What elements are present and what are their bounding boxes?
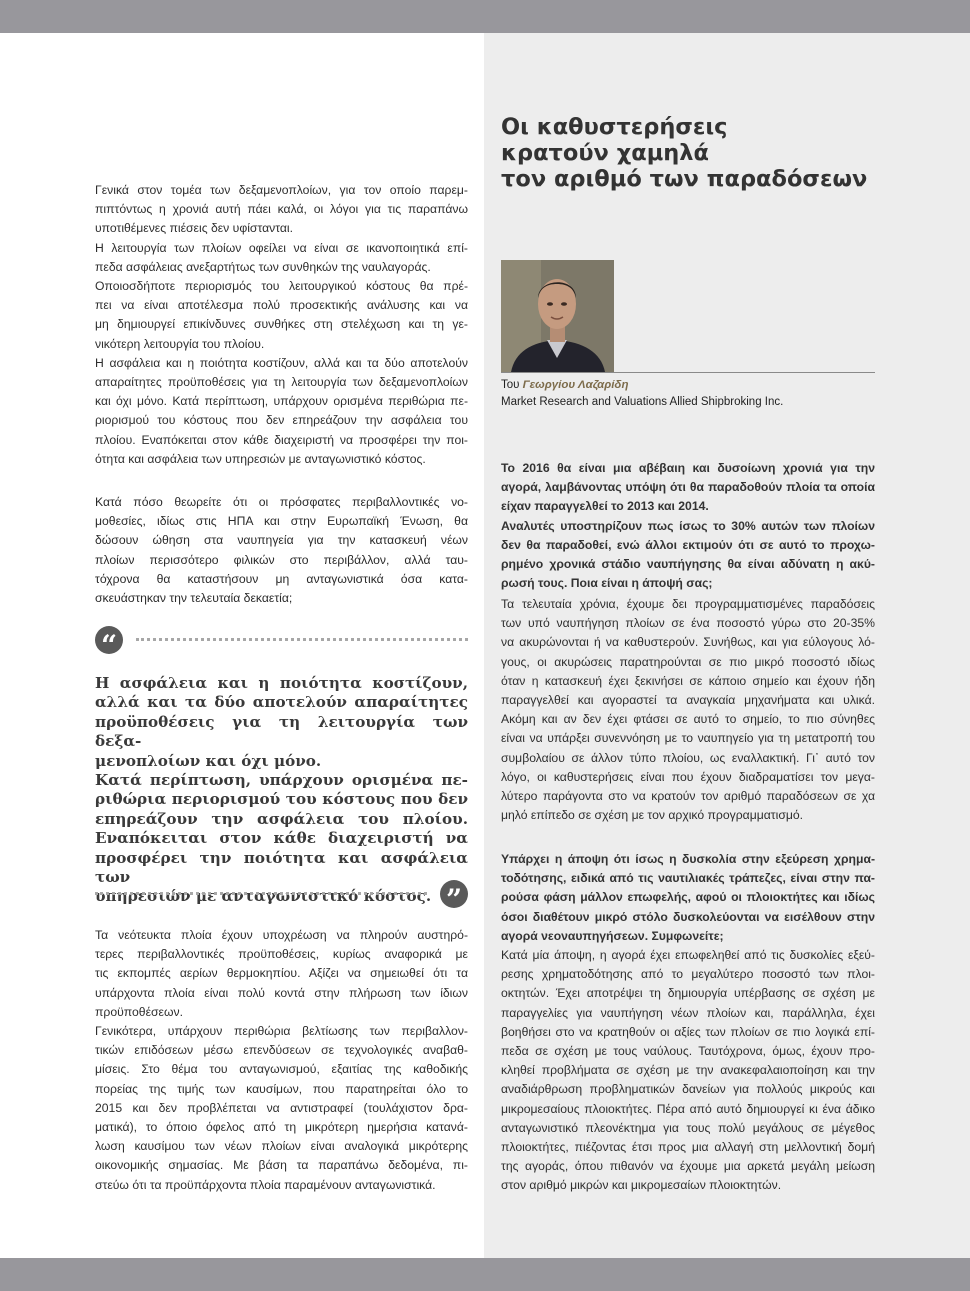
text-line: Οποιοσδήποτε περιορισμός του λειτουργικού κόστους θα πρέ- xyxy=(95,279,468,294)
text-line: Κατά πόσο θεωρείτε ότι οι πρόσφατες περιβαλλοντικές νο- xyxy=(95,495,468,509)
text-line: πεδα σε σχέση με τους ναύλους. Ταυτόχρονα, όμως, έχουν προ- xyxy=(501,1044,875,1059)
text-line: Ακόμη και αν δεν έχει φτάσει σε αυτό το σημείο, το πιο σύνηθες xyxy=(501,712,875,727)
pull-quote-line: προσφέρει την ποιότητα και ασφάλεια των xyxy=(95,848,468,887)
text-line: Τα τελευταία χρόνια, έχουμε δει προγραμματισμένες παραδόσεις xyxy=(501,597,875,611)
text-line: τερες περιβαλλοντικές προϋποθέσεις, κυρίως αναφορικά με xyxy=(95,947,468,962)
text-line: αγορά νεοναυπηγήσεων. Συμφωνείτε; xyxy=(501,928,724,943)
author-name: Γεωργίου Λαζαρίδη xyxy=(522,379,629,391)
text-line: τις εκπομπές αερίων θερμοκηπίου. Αξίζει να σημειωθεί ότι τα xyxy=(95,966,468,981)
headline-line: τον αριθμό των παραδόσεων xyxy=(501,166,868,192)
text-line: βοηθήσει στο να κρατηθούν οι αξίες των πλοίων σε πιο λογικά επί- xyxy=(501,1024,875,1039)
text-line: σκευάστηκαν την τελευταία δεκαετία; xyxy=(95,591,293,606)
text-line: υποτιθέμενες πιέσεις δεν υφίστανται. xyxy=(95,221,294,236)
text-line: όταν η κατασκευή έχει ξεκινήσει σε κάποιο σημείο και έχουν ήδη xyxy=(501,673,875,688)
question-paragraph xyxy=(95,493,468,608)
byline-prefix: Του xyxy=(501,379,520,391)
text-line: ρωσή τους. Ποια είναι η άποψή σας; xyxy=(501,576,713,591)
text-line: ανταγωνιστικό πλεονέκτημα για τους πολύ μεγάλους σε μέγεθος xyxy=(501,1120,875,1135)
question-2 xyxy=(501,850,875,946)
byline-divider xyxy=(501,372,875,373)
pull-quote-line: υπηρεσιών με ανταγωνιστικό κόστος. xyxy=(95,887,432,906)
question-1 xyxy=(501,459,875,593)
text-line: δώσουν ώθηση στα ναυπηγεία για την κατασκευή νέων xyxy=(95,533,468,548)
text-line: δεν θα παραδοθεί, ενώ άλλοι εκτιμούν ότι σε αυτό το προχω- xyxy=(501,537,875,552)
text-line: πλοιοκτήτες, πιέζοντας έτσι προς μια αλλαγή στη μελλοντική δομή xyxy=(501,1140,875,1155)
close-quote-icon: ” xyxy=(440,880,468,908)
text-line: παραγγελθεί και αγοραστεί τα αναγκαία μηχανήματα και υλικά. xyxy=(501,693,875,708)
text-line: τόχρονα θα καταστήσουν μη ανταγωνιστικά όσα κατα- xyxy=(95,571,468,586)
text-line: Γενικά στον τομέα των δεξαμενοπλοίων, για τον οποίο παρεμ- xyxy=(95,183,468,197)
bottom-band xyxy=(0,1258,970,1291)
text-line: μηλό επίπεδο σε σχέση με τον αρχικό προγραμματισμό. xyxy=(501,808,804,823)
article-headline xyxy=(501,114,901,192)
text-line: πεδα ασφάλειας ανεξαρτήτως των συνθηκών της ναυλαγοράς. xyxy=(95,259,431,274)
text-line: και όχι μόνο. Κατά περίπτωση, υπάρχουν ορισμένα περιθώρια πε- xyxy=(95,394,468,409)
author-portrait-image xyxy=(501,260,614,372)
text-line: όσοι διαθέτουν μικρό στόλο δυσκολεύονται να εισέλθουν στην xyxy=(501,909,875,924)
pull-quote-line: Εναπόκειται στον κάθε διαχειριστή να xyxy=(95,829,468,848)
text-line: απαραίτητες προϋποθέσεις για τη λειτουργία των δεξαμενοπλοίων xyxy=(95,375,468,390)
quote-bottom-divider xyxy=(95,892,427,895)
text-line: να ακυρώνονται ή να καθυστερούν. Συνήθως, και για εύλογους λό- xyxy=(501,635,875,650)
text-line: ριορισμού του κόστους που δεν επηρεάζουν την ασφάλεια του xyxy=(95,413,468,428)
text-line: Αναλυτές υποστηρίζουν πως ίσως το 30% αυτών των πλοίων xyxy=(501,518,875,533)
headline-line: Οι καθυστερήσεις xyxy=(501,114,728,140)
text-line: πει να είναι αποτέλεσμα πολύ προσεκτικής ανάλυσης και να xyxy=(95,298,468,313)
text-line: τοδότησης, ειδικά από τις ναυτιλιακές τράπεζες, είναι στην πα- xyxy=(501,871,875,886)
text-line: μικρομεσαίους πλοιοκτήτες. Πέρα από αυτό δημιουργεί κι ένα άδικο xyxy=(501,1101,875,1116)
text-line: οικονομικής σημασίας. Με βάση τα παραπάνω δεδομένα, πι- xyxy=(95,1158,468,1173)
pull-quote-line: ριθώρια περιορισμού του κόστους που δεν xyxy=(95,790,468,809)
text-line: αγορά, λαμβάνοντας υπόψη ότι θα παραδοθούν πλοία τα οποία xyxy=(501,480,875,495)
quote-top-divider xyxy=(136,638,468,641)
text-line: στον αριθμό μικρών και μικρομεσαίων πλοιοκτητών. xyxy=(501,1178,782,1193)
byline xyxy=(501,377,875,410)
text-line: Η λειτουργία των πλοίων οφείλει να είναι σε ικανοποιητικά επί- xyxy=(95,240,468,255)
open-quote-icon: “ xyxy=(95,626,123,654)
text-line: κληθεί προβλήματα σε σχέση με την ανακεφαλαιοποίηση και την xyxy=(501,1063,875,1078)
headline-line: κρατούν χαμηλά xyxy=(501,140,709,166)
text-line: πλοίων περισσότερο φιλικών στο περιβάλλον, αλλά ταυ- xyxy=(95,552,468,567)
text-line: Η ασφάλεια και η ποιότητα κοστίζουν, αλλά και τα δύο αποτελούν xyxy=(95,355,468,370)
text-line: συμβολαίου σε άλλον τύπο πλοίου, ως εναλλακτική. Γι᾽ αυτό τον xyxy=(501,750,875,765)
text-line: στεύω ότι τα προϋπάρχοντα πλοία παραμένουν ανταγωνιστικά. xyxy=(95,1177,436,1192)
text-line: υπάρχοντα πλοία είναι πολύ κοντά στην πλήρωση των ίδιων xyxy=(95,985,468,1000)
text-line: γους, οι ακυρώσεις παρατηρούνται σε πιο μικρό ποσοστό ιδίως xyxy=(501,654,875,669)
text-line: Το 2016 θα είναι μια αβέβαιη και δυσοίωνη χρονιά για την xyxy=(501,461,875,475)
text-line: Γενικότερα, υπάρχουν περιθώρια βελτίωσης των περιβαλλον- xyxy=(95,1024,468,1039)
text-line: οκτητών. Έχει αποτρέψει τη δημιουργία υπέρβασης σε σχέση με xyxy=(501,986,875,1001)
text-line: μίσεις. Στο θέμα του ανταγωνισμού, εξαιτίας της καθοδικής xyxy=(95,1062,468,1077)
text-line: νικότερη λειτουργία του πλοίου. xyxy=(95,336,265,351)
text-line: ρούσα φάση μάλλον επωφελής, αφού οι πλοιοκτήτες και ιδίως xyxy=(501,890,875,905)
text-line: προϋποθέσεων. xyxy=(95,1004,183,1019)
intro-paragraph xyxy=(95,181,468,469)
pull-quote xyxy=(95,674,468,907)
text-line: Υπάρχει η άποψη ότι ίσως η δυσκολία στην εξεύρεση χρημα- xyxy=(501,852,875,866)
text-line: μοθεσίες, ιδίως στις ΗΠΑ και στην Ευρωπαϊκή Ένωση, θα xyxy=(95,514,468,529)
text-line: 2015 και δεν προβλέπεται να αντιστραφεί (τουλάχιστον δρα- xyxy=(95,1100,468,1115)
text-line: μη δημιουργεί επικίνδυνες συνθήκες στη στελέχωση και τη γε- xyxy=(95,317,468,332)
text-line: πιπτόντως η χρονιά αυτή πάει καλά, οι λόγοι για τις παραπάνω xyxy=(95,202,468,217)
text-line: λόγο, οι καθυστερήσεις είναι που έχουν διαδραματίσει τον μεγα- xyxy=(501,769,875,784)
text-line: της αγοράς, όπου πιθανόν να έχουμε μια αρκετά μεγάλη μείωση xyxy=(501,1159,875,1174)
text-line: τικών επιδόσεων μέσω επενδύσεων σε τεχνολογικές αναβαθ- xyxy=(95,1043,468,1058)
text-line: ρημένο χρονικά στάδιο ναυπήγησης θα είναι αδύνατη η ακύ- xyxy=(501,557,875,572)
top-band xyxy=(0,0,970,33)
text-line: είχαν παραγγελθεί το 2013 και 2014. xyxy=(501,499,709,514)
text-line: Τα νεότευκτα πλοία έχουν υποχρέωση να πληρούν αυστηρό- xyxy=(95,928,468,942)
text-line: αναδιάρθρωση προβληματικών δανείων για πολλούς μικρούς και xyxy=(501,1082,875,1097)
answer-2 xyxy=(501,946,875,1196)
text-line: παραγγελίες για ναυπήγηση νέων πλοίων και, παράλληλα, έχει xyxy=(501,1005,875,1020)
pull-quote-line: Κατά περίπτωση, υπάρχουν ορισμένα πε- xyxy=(95,771,468,790)
pull-quote-line: επηρεάζουν την ασφάλεια του πλοίου. xyxy=(95,809,468,828)
text-line: Κατά μία άποψη, η αγορά έχει επωφεληθεί από τις δυσκολίες εξεύ- xyxy=(501,948,875,962)
text-line: των υπό ναυπήγηση πλοίων σε ένα ποσοστό γύρω στο 20-35% xyxy=(501,616,875,631)
text-line: πλοίου. Εναπόκειται στον κάθε διαχειριστή να προσφέρει την ποι- xyxy=(95,432,468,447)
text-line: ότητα και ασφάλεια των υπηρεσιών με ανταγωνιστικό κόστος. xyxy=(95,451,426,466)
pull-quote-line: Η ασφάλεια και η ποιότητα κοστίζουν, xyxy=(95,674,468,692)
author-photo xyxy=(501,260,614,372)
text-line: λύτερο παράγοντα στο να κρατούν τον αριθμό παραδόσεων σε χα xyxy=(501,789,875,804)
text-line: πορείας της τιμής των καυσίμων, που παρατηρείται όλο το xyxy=(95,1081,468,1096)
text-line: ματικά), το όποιο όφελος από τη μικρότερη ημερήσια κατανά- xyxy=(95,1120,468,1135)
text-line: ρεσης χρηματοδότησης από το μεγαλύτερο ποσοστό των πλοι- xyxy=(501,967,875,982)
answer-paragraph xyxy=(95,926,468,1195)
answer-1 xyxy=(501,595,875,825)
pull-quote-line: προϋποθέσεις για τη λειτουργία των δεξα- xyxy=(95,712,468,751)
pull-quote-line: μενοπλοίων και όχι μόνο. xyxy=(95,751,322,770)
text-line: είναι να υπάρξει συνεννόηση με το ναυπηγείο για τη μετατροπή του xyxy=(501,731,875,746)
pull-quote-line: αλλά και τα δύο αποτελούν απαραίτητες xyxy=(95,693,468,712)
author-affiliation: Market Research and Valuations Allied Shipbroking Inc. xyxy=(501,395,784,408)
text-line: λωση καυσίμου των νέων πλοίων είναι αναλογικά μικρότερης xyxy=(95,1139,468,1154)
